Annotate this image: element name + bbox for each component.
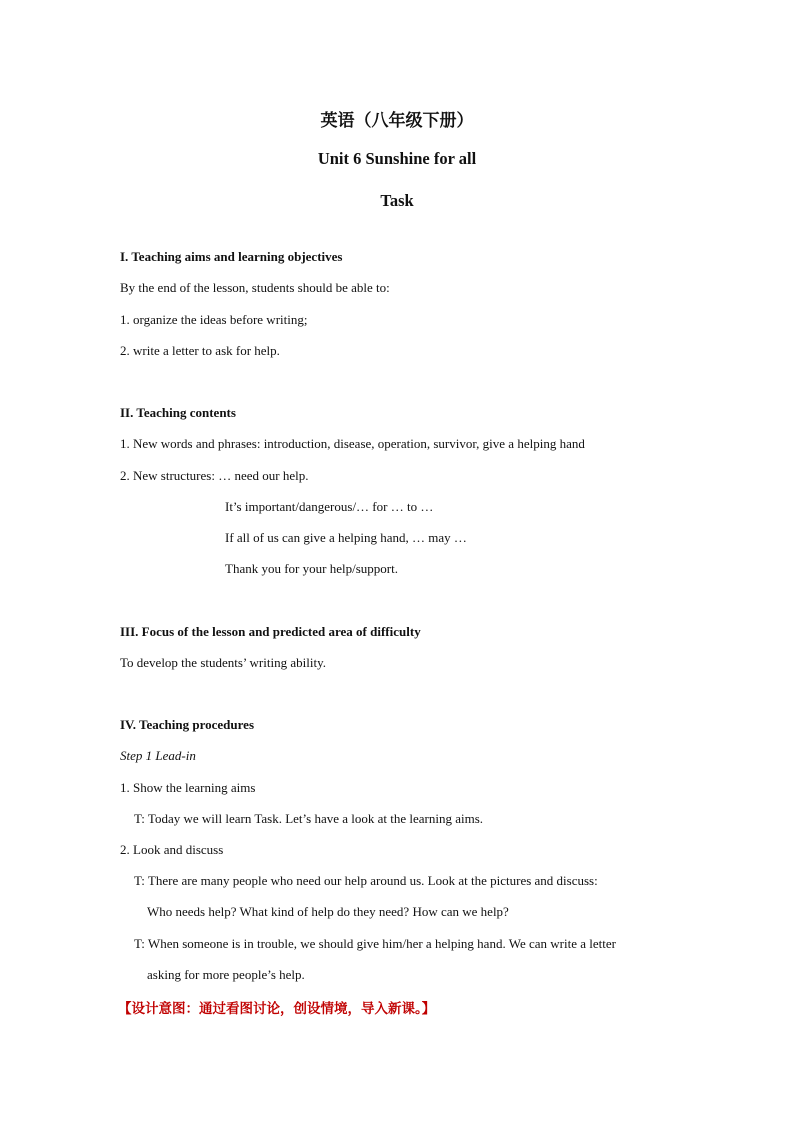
aim-item: 1. organize the ideas before writing; [120, 312, 308, 327]
structure-item: Thank you for your help/support. [225, 561, 398, 576]
design-intent-note: 【设计意图：通过看图讨论，创设情境，导入新课。】 [118, 1001, 436, 1017]
contents-words: 1. New words and phrases: introduction, disease, operation, survivor, give a helping hand [120, 436, 585, 451]
teacher-line-cont: asking for more people’s help. [147, 967, 305, 982]
procedure-item: 2. Look and discuss [120, 842, 224, 857]
focus-text: To develop the students’ writing ability. [120, 655, 326, 670]
aim-item: 2. write a letter to ask for help. [120, 343, 280, 358]
section-heading-aims: I. Teaching aims and learning objectives [120, 249, 343, 264]
teacher-line-cont: Who needs help? What kind of help do they need? How can we help? [147, 904, 509, 919]
structure-item: If all of us can give a helping hand, … may … [225, 530, 467, 545]
document-title: 英语（八年级下册） [320, 111, 474, 131]
teacher-line: T: When someone is in trouble, we should give him/her a helping hand. We can write a letter [134, 936, 616, 951]
contents-structures-label: 2. New structures: … need our help. [120, 468, 309, 483]
aims-intro: By the end of the lesson, students should be able to: [120, 280, 390, 295]
section-heading-focus: III. Focus of the lesson and predicted area of difficulty [120, 624, 421, 639]
teacher-line: T: Today we will learn Task. Let’s have a look at the learning aims. [134, 811, 484, 826]
lesson-title: Task [380, 191, 414, 210]
section-heading-contents: II. Teaching contents [120, 405, 236, 420]
structure-item: It’s important/dangerous/… for … to … [225, 499, 434, 514]
step-title: Step 1 Lead-in [120, 748, 196, 763]
unit-title: Unit 6 Sunshine for all [317, 149, 477, 168]
teacher-line: T: There are many people who need our help around us. Look at the pictures and discuss: [134, 873, 598, 888]
section-heading-procedures: IV. Teaching procedures [120, 717, 255, 732]
procedure-item: 1. Show the learning aims [120, 780, 256, 795]
